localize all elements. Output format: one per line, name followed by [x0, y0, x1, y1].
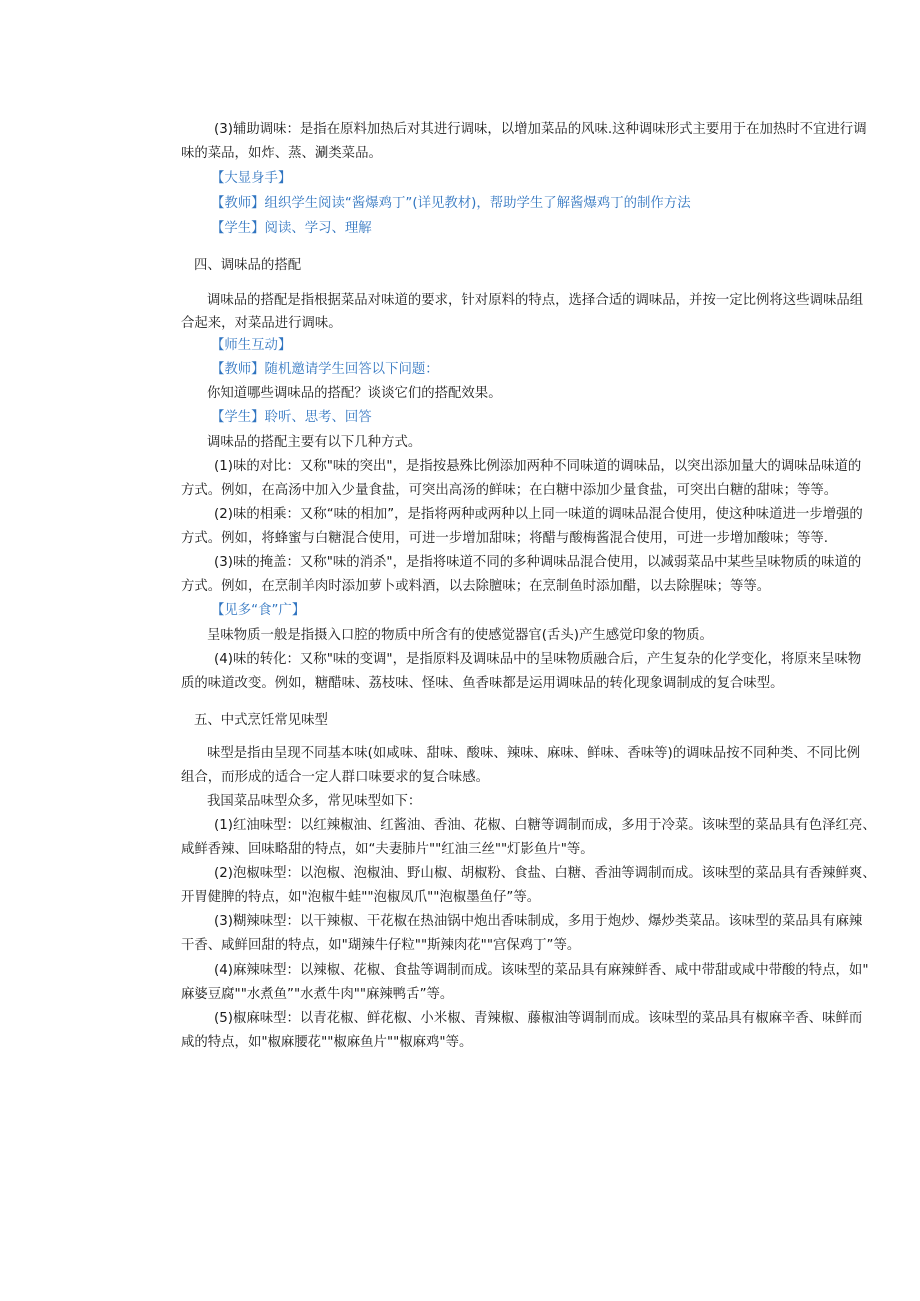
- section-tag: 【大显身手】: [211, 171, 292, 186]
- paragraph-line: 方式。例如，将蜂蜜与白糖混合使用，可进一步增加甜味；将醋与酸梅酱混合使用，可进一步增加酸味；等等.: [181, 531, 829, 546]
- paragraph-line: 咸的特点，如"椒麻腰花""椒麻鱼片""椒麻鸡"等。: [181, 1035, 473, 1050]
- section-heading: 五、中式烹饪常见味型: [194, 713, 328, 728]
- student-line: 【学生】聆听、思考、回答: [211, 410, 372, 425]
- paragraph-line: (3)辅助调味：是指在原料加热后对其进行调味，以增加菜品的风味.这种调味形式主要用于在加热时不宜进行调: [214, 122, 867, 137]
- teacher-line: 【教师】组织学生阅读“酱爆鸡丁”(详见教材)，帮助学生了解酱爆鸡丁的制作方法: [211, 196, 691, 211]
- teacher-line: 【教师】随机邀请学生回答以下问题：: [211, 362, 439, 377]
- paragraph-line: 呈味物质一般是指摄入口腔的物质中所含有的使感觉器官(舌头)产生感觉印象的物质。: [207, 628, 713, 643]
- paragraph-line: 方式。例如，在烹制羊肉时添加萝卜或料酒，以去除膻味；在烹制鱼时添加醋，以去除腥味；等等。: [181, 579, 771, 594]
- paragraph-line: 合起来，对菜品进行调味。: [181, 316, 342, 331]
- paragraph-line: 干香、咸鲜回甜的特点，如"瑚辣牛仔粒""斯辣肉花""宫保鸡丁”等。: [181, 938, 581, 953]
- paragraph-line: 组合，而形成的适合一定人群口味要求的复合味感。: [181, 770, 489, 785]
- paragraph-line: 质的味道改变。例如，糖醋味、荔枝味、怪味、鱼香味都是运用调味品的转化现象调制成的复合味型。: [181, 676, 784, 691]
- student-line: 【学生】阅读、学习、理解: [211, 221, 372, 236]
- section-tag: 【见多“食”广】: [211, 603, 306, 618]
- section-tag: 【师生互动】: [211, 338, 292, 353]
- paragraph-line: 调味品的搭配是指根据菜品对味道的要求，针对原料的特点，选择合适的调味品，并按一定比例将这些调味品组: [207, 293, 864, 308]
- paragraph-line: 我国菜品味型众多，常见味型如下：: [207, 794, 422, 809]
- paragraph-line: 开胃健脾的特点，如"泡椒牛蛙""泡椒凤爪""泡椒墨鱼仔”等。: [181, 890, 541, 905]
- paragraph-line: (3)糊辣味型：以干辣椒、干花椒在热油锅中炮出香味制成，多用于炮炒、爆炒类菜品。该味型的菜品具有麻辣: [214, 914, 863, 929]
- paragraph-line: (2)泡椒味型：以泡椒、泡椒油、野山椒、胡椒粉、食盐、白糖、香油等调制而成。该味型的菜品具有香辣鲜爽、: [214, 866, 876, 881]
- paragraph-line: (1)红油味型：以红辣椒油、红酱油、香油、花椒、白糖等调制而成，多用于冷菜。该味型的菜品具有色泽红亮、: [214, 818, 876, 833]
- paragraph-line: (2)味的相乘：又称“味的相加”，是指将两种或两种以上同一味道的调味品混合使用，使这种味道进一步增强的: [214, 507, 863, 522]
- paragraph-line: 方式。例如，在高汤中加入少量食盐，可突出高汤的鲜味；在白糖中添加少量食盐，可突出白糖的甜味；等等。: [181, 483, 838, 498]
- question-line: 你知道哪些调味品的搭配？谈谈它们的搭配效果。: [207, 386, 502, 401]
- paragraph-line: (3)味的掩盖：又称"味的消杀"，是指将味道不同的多种调味品混合使用，以减弱菜品中某些呈味物质的味道的: [214, 555, 862, 570]
- paragraph-line: (5)椒麻味型：以青花椒、鲜花椒、小米椒、青辣椒、藤椒油等调制而成。该味型的菜品具有椒麻辛香、味鲜而: [214, 1011, 863, 1026]
- paragraph-line: 调味品的搭配主要有以下几种方式。: [207, 435, 422, 450]
- paragraph-line: (1)味的对比：又称"味的突出"，是指按悬殊比例添加两种不同味道的调味品，以突出添加量大的调味品味道的: [214, 459, 862, 474]
- paragraph-line: (4)味的转化：又称"味的变调"，是指原料及调味品中的呈味物质融合后，产生复杂的化学变化，将原来呈味物: [214, 652, 862, 667]
- paragraph-line: 味的菜品，如炸、蒸、涮类菜品。: [181, 146, 382, 161]
- paragraph-line: 麻婆豆腐""水煮鱼”"水煮牛肉""麻辣鸭舌”等。: [181, 987, 454, 1002]
- paragraph-line: 咸鲜香辣、回味略甜的特点，如“夫妻肺片""红油三丝""灯影鱼片"等。: [181, 842, 594, 857]
- section-heading: 四、调味品的搭配: [194, 258, 302, 273]
- paragraph-line: (4)麻辣味型：以辣椒、花椒、食盐等调制而成。该味型的菜品具有麻辣鲜香、咸中带甜或咸中带酸的特点，如": [214, 963, 869, 978]
- paragraph-line: 味型是指由呈现不同基本味(如咸味、甜味、酸味、辣味、麻味、鲜味、香味等)的调味品按不同种类、不同比例: [207, 746, 861, 761]
